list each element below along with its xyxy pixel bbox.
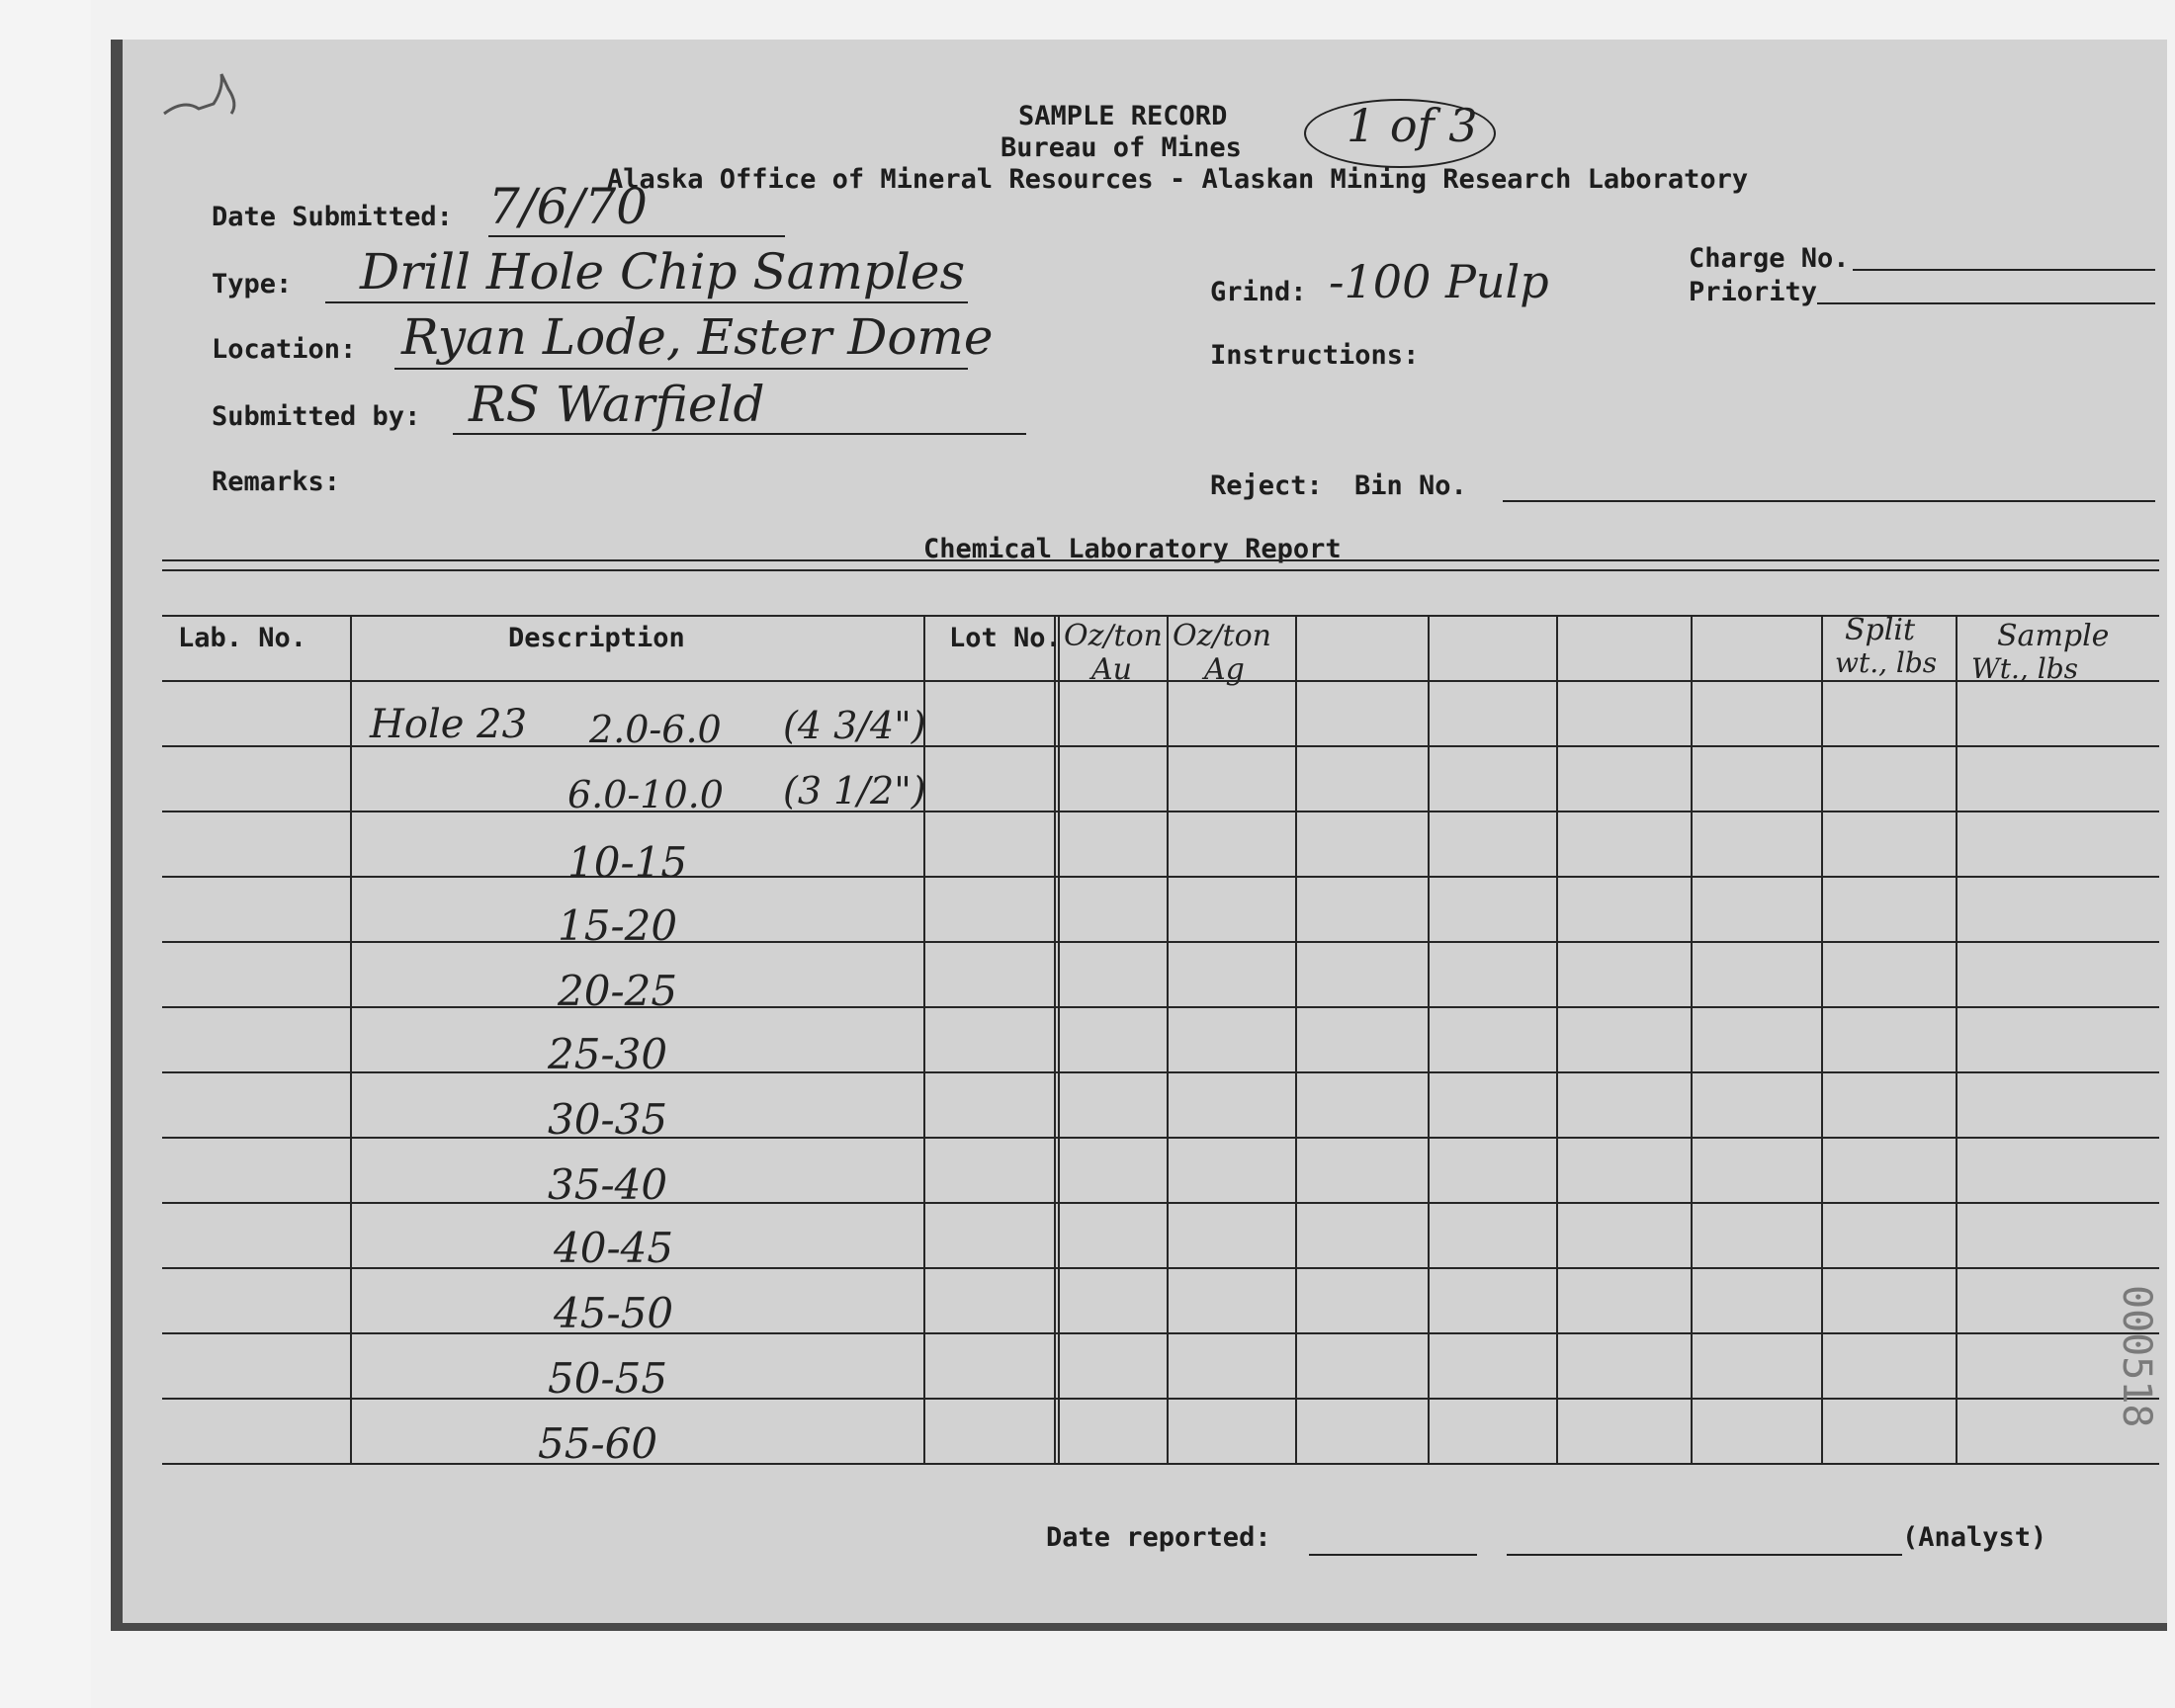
scan-margin bbox=[0, 0, 91, 1708]
bin-no-label: Bin No. bbox=[1354, 470, 1467, 501]
row-core-size: (3 1/2") bbox=[783, 769, 926, 812]
date-submitted-line bbox=[488, 235, 785, 237]
table-row-rule bbox=[162, 1398, 2159, 1400]
col-divider bbox=[1556, 615, 1558, 1463]
location-label: Location: bbox=[212, 334, 357, 365]
staple-mark-icon bbox=[154, 59, 263, 128]
header-ag: Ag bbox=[1204, 652, 1245, 687]
instructions-label: Instructions: bbox=[1210, 340, 1420, 371]
col-divider bbox=[350, 615, 352, 1463]
submitted-by-line bbox=[453, 433, 1026, 435]
header-ag-unit: Oz/ton bbox=[1173, 619, 1271, 653]
form-title: SAMPLE RECORD bbox=[1018, 101, 1228, 131]
report-rule-bottom bbox=[162, 569, 2159, 571]
row-interval: 45-50 bbox=[554, 1289, 674, 1337]
table-row-rule bbox=[162, 1071, 2159, 1073]
col-divider bbox=[1295, 615, 1297, 1463]
date-reported-label: Date reported: bbox=[1046, 1522, 1271, 1553]
sample-record-form bbox=[111, 40, 2167, 1631]
row-interval: 25-30 bbox=[548, 1030, 668, 1078]
table-row-rule bbox=[162, 1267, 2159, 1269]
priority-line bbox=[1817, 302, 2155, 304]
location-line bbox=[394, 368, 968, 370]
header-au-unit: Oz/ton bbox=[1064, 619, 1163, 653]
form-office: Alaska Office of Mineral Resources - Alaskan Mining Research Laboratory bbox=[607, 164, 1749, 195]
row-interval: 10-15 bbox=[567, 838, 688, 887]
remarks-label: Remarks: bbox=[212, 467, 341, 497]
col-divider bbox=[1691, 615, 1693, 1463]
submitted-by-value: RS Warfield bbox=[469, 376, 765, 433]
header-lot-no: Lot No. bbox=[949, 623, 1062, 653]
row-interval: 40-45 bbox=[554, 1224, 674, 1272]
col-divider bbox=[1058, 615, 1060, 1463]
row-interval: 6.0-10.0 bbox=[567, 773, 724, 816]
document-stamp-number: 000518 bbox=[2114, 1285, 2159, 1428]
charge-no-line bbox=[1853, 269, 2155, 271]
row-interval: 50-55 bbox=[548, 1354, 668, 1403]
date-submitted-value: 7/6/70 bbox=[488, 178, 648, 235]
type-value: Drill Hole Chip Samples bbox=[360, 243, 966, 300]
header-split: Split bbox=[1845, 613, 1916, 647]
row-interval: 35-40 bbox=[548, 1160, 668, 1209]
table-row-rule bbox=[162, 1137, 2159, 1139]
col-divider bbox=[1054, 615, 1056, 1463]
table-row-rule bbox=[162, 876, 2159, 878]
hole-label: Hole 23 bbox=[370, 702, 528, 747]
header-split-wt: wt., lbs bbox=[1835, 646, 1938, 679]
location-value: Ryan Lode, Ester Dome bbox=[401, 308, 994, 366]
header-au: Au bbox=[1091, 652, 1132, 687]
date-reported-line bbox=[1309, 1554, 1477, 1556]
charge-no-label: Charge No. bbox=[1689, 243, 1850, 274]
table-row-rule bbox=[162, 941, 2159, 943]
table-row-rule bbox=[162, 1332, 2159, 1334]
priority-label: Priority bbox=[1689, 277, 1818, 307]
header-lab-no: Lab. No. bbox=[178, 623, 307, 653]
table-bottom-rule bbox=[162, 1463, 2159, 1465]
table-row-rule bbox=[162, 1006, 2159, 1008]
page-marker: 1 of 3 bbox=[1347, 99, 1478, 152]
header-sample-wt: Wt., lbs bbox=[1971, 652, 2078, 685]
table-row-rule bbox=[162, 1202, 2159, 1204]
grind-label: Grind: bbox=[1210, 277, 1307, 307]
submitted-by-label: Submitted by: bbox=[212, 401, 421, 432]
col-divider bbox=[1167, 615, 1169, 1463]
col-divider bbox=[1821, 615, 1823, 1463]
type-label: Type: bbox=[212, 269, 293, 299]
analyst-label: (Analyst) bbox=[1902, 1522, 2047, 1553]
table-header-rule bbox=[162, 680, 2159, 682]
report-title: Chemical Laboratory Report bbox=[923, 534, 1342, 564]
header-description: Description bbox=[508, 623, 685, 653]
row-interval: 30-35 bbox=[548, 1095, 668, 1144]
bin-no-line bbox=[1503, 500, 2155, 502]
grind-value: -100 Pulp bbox=[1329, 255, 1549, 308]
type-line bbox=[325, 301, 968, 303]
reject-label: Reject: bbox=[1210, 470, 1323, 501]
report-rule-top bbox=[162, 559, 2159, 561]
row-interval: 20-25 bbox=[558, 967, 678, 1015]
col-divider bbox=[1956, 615, 1958, 1463]
row-interval: 15-20 bbox=[558, 901, 678, 950]
row-interval: 2.0-6.0 bbox=[589, 708, 722, 751]
row-core-size: (4 3/4") bbox=[783, 704, 926, 747]
col-divider bbox=[1428, 615, 1430, 1463]
table-row-rule bbox=[162, 811, 2159, 812]
analyst-line bbox=[1507, 1554, 1902, 1556]
row-interval: 55-60 bbox=[538, 1419, 658, 1468]
form-agency: Bureau of Mines bbox=[1000, 132, 1242, 163]
header-sample: Sample bbox=[1997, 619, 2110, 653]
date-submitted-label: Date Submitted: bbox=[212, 202, 453, 232]
